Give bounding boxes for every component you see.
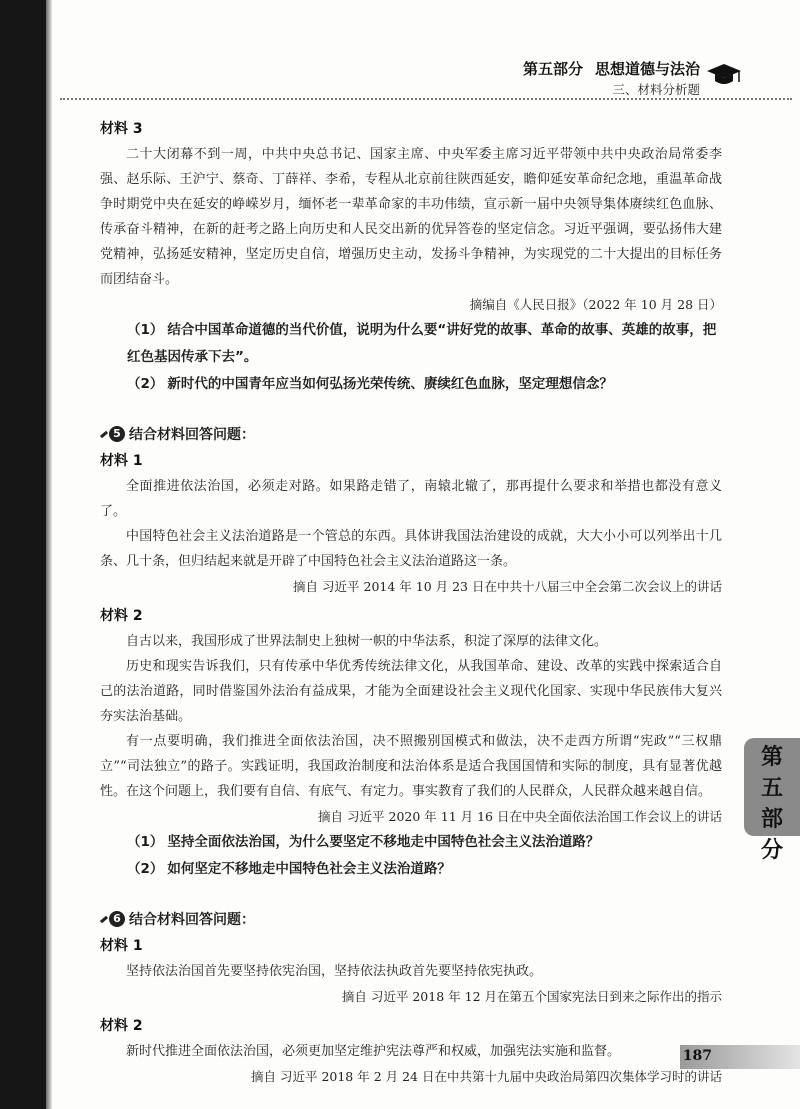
q5-material-2-source: 摘自 习近平 2020 年 11 月 16 日在中央全面依法治国工作会议上的讲话: [318, 809, 722, 824]
graduation-cap-icon: [706, 62, 742, 88]
q5-material-2-label: 材料 2: [100, 608, 143, 624]
question-text: 如何坚定不移地走中国特色社会主义法治道路？: [167, 861, 451, 877]
question-number: （1）: [127, 322, 164, 338]
question-6-title: 结合材料回答问题：: [129, 912, 255, 928]
q5-material-1-paragraph: 中国特色社会主义法治道路是一个管总的东西。具体讲我国法治建设的成就，大大小小可以列举出十几条、几十条，但归结起来就是开辟了中国特色社会主义法治道路这一条。: [100, 529, 722, 569]
question-5-title: 结合材料回答问题：: [129, 427, 255, 443]
q6-material-2-source: 摘自 习近平 2018 年 2 月 24 日在中共第十九届中央政治局第四次集体学习时的讲话: [251, 1069, 722, 1084]
q5-material-1-source: 摘自 习近平 2014 年 10 月 23 日在中共十八届三中全会第二次会议上的讲话: [293, 579, 722, 594]
question-number: （2）: [127, 861, 164, 877]
question-text: 坚持全面依法治国，为什么要坚定不移地走中国特色社会主义法治道路？: [167, 834, 600, 850]
material-3-source: 摘编自《人民日报》（2022 年 10 月 28 日）: [469, 297, 722, 312]
side-tab-label: 第五部分: [760, 745, 783, 863]
spine-shadow: [46, 0, 52, 1109]
question-5-number: 5: [109, 426, 125, 442]
header-part: 第五部分: [522, 60, 583, 78]
question-5-2: [100, 856, 722, 883]
question-number: （2）: [127, 376, 164, 392]
question-number: （1）: [127, 834, 164, 850]
question-5-heading: [100, 424, 722, 444]
material-3-label: 材料 3: [100, 121, 143, 137]
q5-material-2-paragraph: 自古以来，我国形成了世界法制史上独树一帜的中华法系，积淀了深厚的法律文化。: [126, 634, 608, 649]
pencil-number-icon: [100, 426, 125, 442]
q5-material-1-paragraph: 全面推进依法治国，必须走对路。如果路走错了，南辕北辙了，那再提什么要求和举措也都没有意义了。: [100, 479, 722, 519]
page-number: 187: [682, 1048, 712, 1064]
question-text: 新时代的中国青年应当如何弘扬光荣传统、赓续红色血脉，坚定理想信念？: [167, 376, 613, 392]
book-spine: [0, 0, 46, 1109]
pencil-number-icon: [100, 911, 125, 927]
q6-material-2-label: 材料 2: [100, 1018, 143, 1034]
header-subject: 思想道德与法治: [594, 60, 700, 78]
q6-material-1-source: 摘自 习近平 2018 年 12 月在第五个国家宪法日到来之际作出的指示: [341, 989, 722, 1004]
question-6-number: 6: [109, 911, 125, 927]
q5-material-2-paragraph: 历史和现实告诉我们，只有传承中华优秀传统法律文化，从我国革命、建设、改革的实践中探索适合自己的法治道路，同时借鉴国外法治有益成果，才能为全面建设社会主义现代化国家、实现中华民族伟大复兴夯实法治基础。: [100, 659, 722, 724]
q5-material-2-paragraph: 有一点要明确，我们推进全面依法治国，决不照搬别国模式和做法，决不走西方所谓“宪政”“三权鼎立”“司法独立”的路子。实践证明，我国政治制度和法治体系是适合我国国情和实际的制度，具有显著优越性。在这个问题上，我们要有自信、有底气、有定力。事实教育了我们的人民群众，人民群众越来越自信。: [100, 734, 722, 799]
question-text: 结合中国革命道德的当代价值，说明为什么要“讲好党的故事、革命的故事、英雄的故事，把红色基因传承下去”。: [127, 322, 717, 365]
q6-material-1-paragraph: 坚持依法治国首先要坚持依宪治国，坚持依法执政首先要坚持依宪执政。: [126, 964, 543, 979]
header-section: 三、材料分析题: [612, 82, 700, 97]
side-section-tab: [744, 738, 800, 863]
page-content: [100, 112, 722, 1089]
question-3-1: [100, 317, 722, 371]
q5-material-1-label: 材料 1: [100, 453, 143, 469]
running-header: [523, 58, 700, 79]
question-5-1: [100, 829, 722, 856]
header-divider: [60, 98, 792, 100]
q6-material-2-paragraph: 新时代推进全面依法治国，必须更加坚定维护宪法尊严和权威，加强宪法实施和监督。: [126, 1044, 621, 1059]
q6-material-1-label: 材料 1: [100, 938, 143, 954]
question-6-heading: [100, 909, 722, 929]
material-3-paragraph: 二十大闭幕不到一周，中共中央总书记、国家主席、中央军委主席习近平带领中共中央政治局常委李强、赵乐际、王沪宁、蔡奇、丁薛祥、李希，专程从北京前往陕西延安，瞻仰延安革命纪念地，重温革命战争时期党中央在延安的峥嵘岁月，缅怀老一辈革命家的丰功伟绩，宣示新一届中央领导集体赓续红色血脉、传承奋斗精神，在新的赶考之路上向历史和人民交出新的优异答卷的坚定信念。习近平强调，要弘扬伟大建党精神，弘扬延安精神，坚定历史自信，增强历史主动，发扬斗争精神，为实现党的二十大提出的目标任务而团结奋斗。: [100, 147, 722, 287]
question-3-2: [100, 371, 722, 398]
